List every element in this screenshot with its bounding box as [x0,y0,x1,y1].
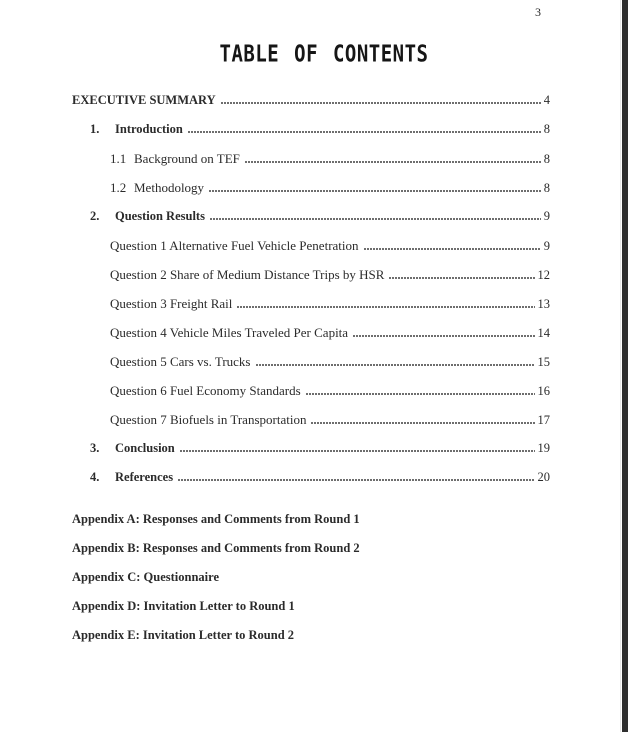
toc-entry-label: Conclusion [115,441,175,455]
toc-entry-page: 20 [537,470,550,484]
toc-entry-number: 1.1 [110,151,127,166]
toc-entry-label: Background on TEF [134,151,240,166]
toc-entry-page: 9 [543,209,550,223]
appendix-entry-label: Appendix B: Responses and Comments from Round 2 [72,541,360,555]
toc-entry[interactable] [72,289,550,318]
dot-leader [245,161,541,163]
toc-entry-page: 15 [537,355,550,369]
appendix-entry-label: Appendix D: Invitation Letter to Round 1 [72,599,295,613]
toc-entry[interactable] [72,405,550,434]
toc-entry[interactable] [72,463,550,492]
dot-leader [180,450,535,452]
toc-entry-page: 16 [537,384,550,398]
toc-entry[interactable] [72,144,550,173]
dot-leader [311,422,534,424]
toc-entry[interactable] [72,86,550,115]
page-edge-shadow [620,0,621,732]
toc-entry-label: Question 1 Alternative Fuel Vehicle Penetration [110,238,359,253]
appendix-list [72,505,550,650]
toc-entry-label: Introduction [115,122,183,136]
toc-entry-page: 4 [543,93,550,107]
toc-entry-label: Methodology [134,180,205,195]
toc-entry[interactable] [72,202,550,231]
toc-entry[interactable] [72,376,550,405]
toc-entry[interactable] [72,347,550,376]
toc-entry-page: 8 [543,122,550,136]
dot-leader [256,364,535,366]
toc-entry-number: 1.2 [110,180,127,195]
toc-entry[interactable] [72,115,550,144]
toc-entry-label: Question 3 Freight Rail [110,296,233,311]
dot-leader [210,218,541,220]
toc-entry-label: Question 7 Biofuels in Transportation [110,412,307,427]
toc-entry-label: Question 6 Fuel Economy Standards [110,383,301,398]
appendix-entry[interactable] [72,563,550,592]
toc-entry-label: Question 5 Cars vs. Trucks [110,354,251,369]
appendix-entry-label: Appendix A: Responses and Comments from Round 1 [72,512,360,526]
page-title: TABLE OF CONTENTS [219,41,429,68]
dot-leader [353,335,534,337]
toc-entry-number: 3. [90,441,100,455]
dot-leader [389,277,534,279]
dot-leader [306,393,535,395]
toc-entry-page: 19 [537,441,550,455]
toc-entry-page: 9 [543,239,550,253]
toc-entry-page: 17 [537,413,550,427]
appendix-entry[interactable] [72,621,550,650]
toc-entry[interactable] [72,260,550,289]
appendix-entry[interactable] [72,592,550,621]
toc-entry-number: 4. [90,470,100,484]
window-edge-strip [622,0,628,732]
toc-entry-page: 8 [543,181,550,195]
toc-entry-label: EXECUTIVE SUMMARY [72,93,216,107]
page-number: 3 [535,5,541,19]
toc-entry-page: 12 [537,268,550,282]
appendix-entry[interactable] [72,534,550,563]
dot-leader [221,102,541,104]
toc-entry-label: Question 4 Vehicle Miles Traveled Per Capita [110,325,349,340]
dot-leader [209,190,541,192]
appendix-entry-label: Appendix C: Questionnaire [72,570,220,584]
toc-list [72,86,550,492]
toc-entry-label: Question Results [115,209,205,223]
appendix-entry-label: Appendix E: Invitation Letter to Round 2 [72,628,295,642]
toc-entry[interactable] [72,173,550,202]
toc-entry-label: Question 2 Share of Medium Distance Trips by HSR [110,267,385,282]
dot-leader [188,131,541,133]
toc-entry-page: 13 [537,297,550,311]
dot-leader [237,306,534,308]
toc-entry-number: 1. [90,122,100,136]
dot-leader [364,248,541,250]
toc-entry-page: 14 [537,326,550,340]
toc-entry-page: 8 [543,152,550,166]
toc-entry-number: 2. [90,209,100,223]
toc-entry[interactable] [72,434,550,463]
toc-entry-label: References [115,470,174,484]
toc-entry[interactable] [72,318,550,347]
toc-entry[interactable] [72,231,550,260]
dot-leader [178,479,534,481]
appendix-entry[interactable] [72,505,550,534]
